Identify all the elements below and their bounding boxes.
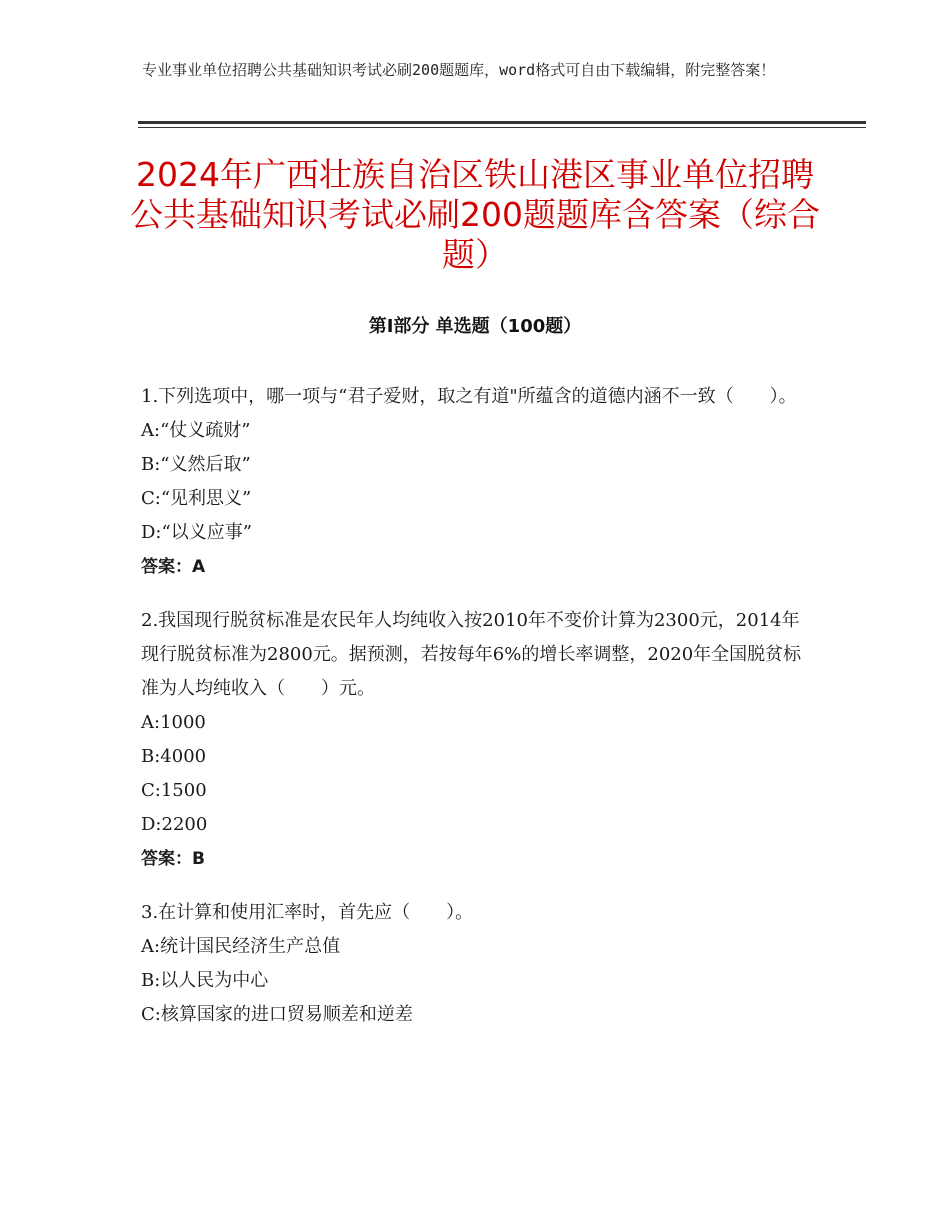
option-a: A:“仗义疏财” [141, 420, 251, 441]
answer-label: 答案：B [141, 849, 205, 869]
question-list [141, 380, 813, 1052]
option-b: B:以人民为中心 [141, 970, 269, 991]
question-stem: 2.我国现行脱贫标准是农民年人均纯收入按2010年不变价计算为2300元，2014年现行脱贫标准为2800元。据预测，若按每年6%的增长率调整，2020年全国脱贫标准为人均纯收入（ ）元。 [141, 610, 802, 699]
header-divider [138, 121, 866, 128]
document-title: 2024年广西壮族自治区铁山港区事业单位招聘公共基础知识考试必刷200题题库含答案（综合题） [130, 155, 820, 274]
option-c: C:1500 [141, 780, 207, 801]
question-2 [141, 604, 813, 876]
header-note: 专业事业单位招聘公共基础知识考试必刷200题题库，word格式可自由下载编辑，附完整答案！ [142, 61, 776, 79]
option-a: A:统计国民经济生产总值 [141, 936, 341, 957]
option-b: B:“义然后取” [141, 454, 251, 475]
option-c: C:“见利思义” [141, 488, 252, 509]
section-heading: 第Ⅰ部分 单选题（100题） [368, 316, 582, 337]
answer-label: 答案：A [141, 557, 206, 577]
option-d: D:2200 [141, 814, 208, 835]
question-stem: 3.在计算和使用汇率时，首先应（ ）。 [141, 902, 474, 923]
option-b: B:4000 [141, 746, 207, 767]
question-1 [141, 380, 813, 584]
option-d: D:“以义应事” [141, 522, 252, 543]
option-c: C:核算国家的进口贸易顺差和逆差 [141, 1004, 413, 1025]
question-stem: 1.下列选项中，哪一项与“君子爱财，取之有道"所蕴含的道德内涵不一致（ ）。 [141, 386, 797, 407]
question-3 [141, 896, 813, 1032]
option-a: A:1000 [141, 712, 206, 733]
